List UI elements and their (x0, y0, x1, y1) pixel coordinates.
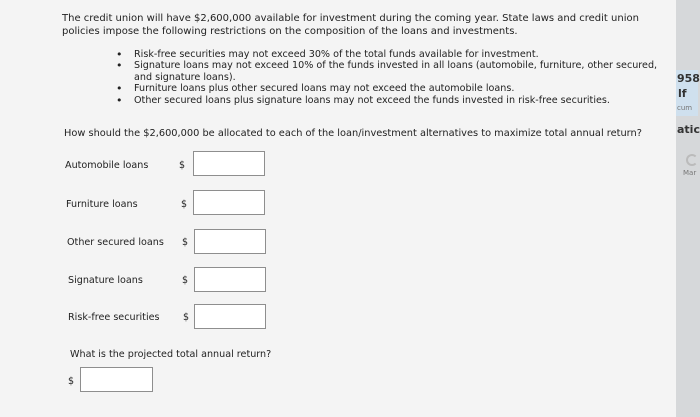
currency-symbol: $ (68, 376, 75, 387)
risk-free-securities-label: Risk-free securities (68, 312, 160, 323)
restriction-item: • Furniture loans plus other secured loans may not exceed the automobile loans. (108, 83, 678, 94)
allocation-question: How should the $2,600,000 be allocated to each of the loan/investment alternatives to maximize total annual return? (64, 128, 642, 139)
automobile-loans-label: Automobile loans (65, 160, 149, 171)
restrictions-list (108, 49, 678, 106)
annual-return-input[interactable] (80, 367, 153, 392)
restriction-item: • Signature loans may not exceed 10% of the funds invested in all loans (automobile, furniture, other secured, and signature loans). (108, 60, 678, 83)
signature-loans-input[interactable] (194, 267, 266, 292)
side-text-fragment: Mar (683, 169, 697, 177)
automobile-loans-input[interactable] (193, 151, 265, 176)
restriction-item: • Risk-free securities may not exceed 30% of the total funds available for investment. (108, 49, 678, 60)
currency-symbol: $ (181, 199, 188, 210)
furniture-loans-input[interactable] (193, 190, 265, 215)
currency-symbol: $ (179, 160, 186, 171)
side-text-fragment: cum (677, 104, 693, 112)
loading-icon (686, 154, 698, 166)
risk-free-securities-input[interactable] (194, 304, 266, 329)
other-secured-loans-label: Other secured loans (67, 237, 164, 248)
annual-return-question: What is the projected total annual return? (70, 349, 272, 360)
signature-loans-label: Signature loans (68, 275, 143, 286)
problem-intro: The credit union will have $2,600,000 available for investment during the coming year. State laws and credit union policies impose the following restrictions on the composition of the loans and investments. (62, 13, 639, 37)
side-text-fragment: lf (678, 87, 687, 100)
furniture-loans-label: Furniture loans (66, 199, 138, 210)
currency-symbol: $ (183, 312, 190, 323)
other-secured-loans-input[interactable] (194, 229, 266, 254)
side-text-fragment: 958 (677, 72, 700, 85)
side-text-fragment: atic (677, 123, 700, 136)
adjacent-window-edge (676, 0, 700, 417)
currency-symbol: $ (182, 237, 189, 248)
currency-symbol: $ (182, 275, 189, 286)
restriction-item: • Other secured loans plus signature loans may not exceed the funds invested in risk-free securities. (108, 95, 678, 106)
